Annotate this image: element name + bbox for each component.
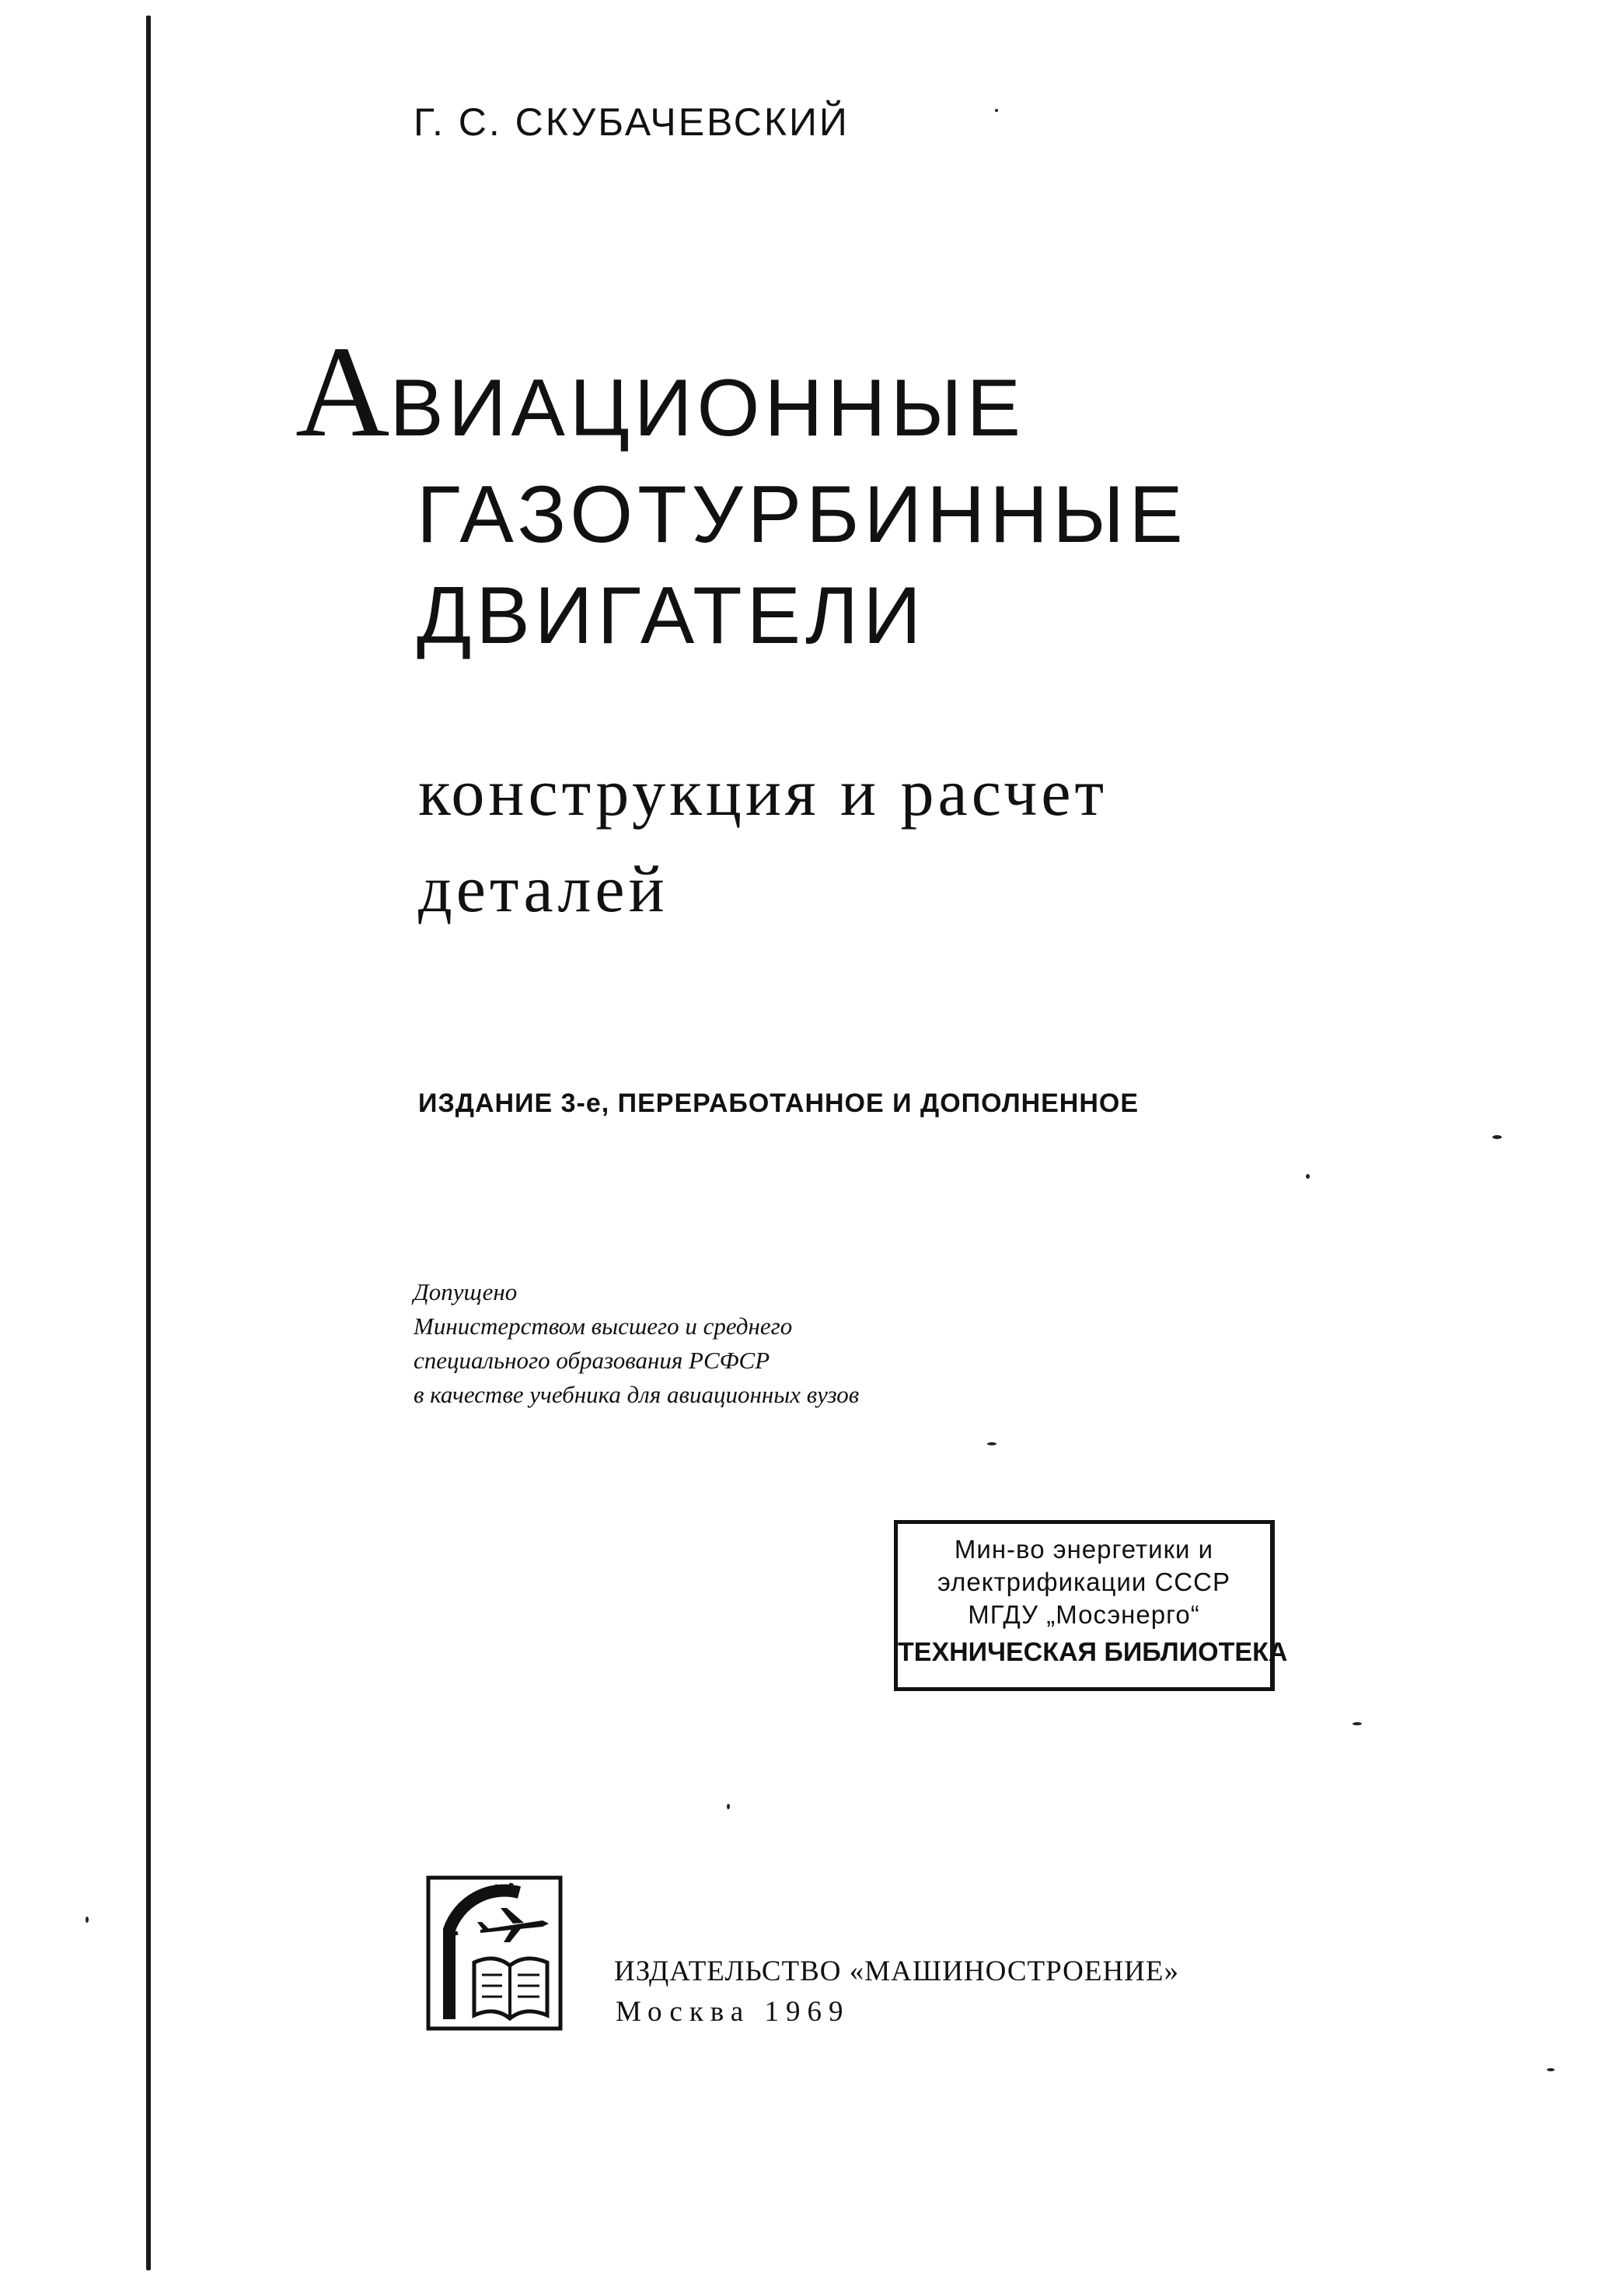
publisher-logo-icon	[426, 1875, 563, 2031]
approval-note	[414, 1275, 859, 1412]
scan-speck	[1306, 1174, 1310, 1179]
title-initial-letter: А	[295, 320, 390, 464]
scan-speck	[727, 1804, 730, 1809]
scan-speck	[995, 109, 998, 112]
library-stamp	[894, 1520, 1288, 1691]
stamp-line: Мин-во энергетики и	[954, 1535, 1214, 1564]
subtitle-line-1: конструкция и расчет	[418, 755, 1108, 830]
stamp-line: электрификации СССР	[937, 1567, 1230, 1596]
edition-note: ИЗДАНИЕ 3-е, ПЕРЕРАБОТАННОЕ И ДОПОЛНЕННОЕ	[418, 1089, 1140, 1118]
approval-line: Министерством высшего и среднего	[414, 1312, 793, 1340]
stamp-line: МГДУ „Мосэнерго“	[968, 1600, 1200, 1629]
author-name: Г. С. СКУБАЧЕВСКИЙ	[414, 100, 850, 144]
stamp-line: ТЕХНИЧЕСКАЯ БИБЛИОТЕКА	[898, 1637, 1288, 1667]
binding-edge-line	[146, 16, 151, 2270]
scan-speck	[987, 1442, 996, 1445]
scan-speck	[1547, 2068, 1555, 2071]
subtitle-line-2: деталей	[418, 851, 668, 926]
book-title-line-1	[295, 320, 1026, 464]
scan-speck	[86, 1917, 89, 1923]
approval-line: в качестве учебника для авиационных вузов	[414, 1381, 860, 1408]
title-line-1-rest: ВИАЦИОННЫЕ	[389, 363, 1026, 453]
publication-city-year: Москва 1969	[616, 1996, 850, 2028]
approval-line: Допущено	[414, 1278, 518, 1305]
approval-line: специального образования РСФСР	[414, 1347, 770, 1374]
book-title-line-2: ГАЗОТУРБИННЫЕ	[417, 470, 1188, 560]
book-title-line-3: ДВИГАТЕЛИ	[417, 571, 927, 661]
scan-speck	[1492, 1135, 1502, 1139]
publisher-name: ИЗДАТЕЛЬСТВО «МАШИНОСТРОЕНИЕ»	[614, 1955, 1179, 1987]
scan-speck	[1352, 1722, 1362, 1725]
